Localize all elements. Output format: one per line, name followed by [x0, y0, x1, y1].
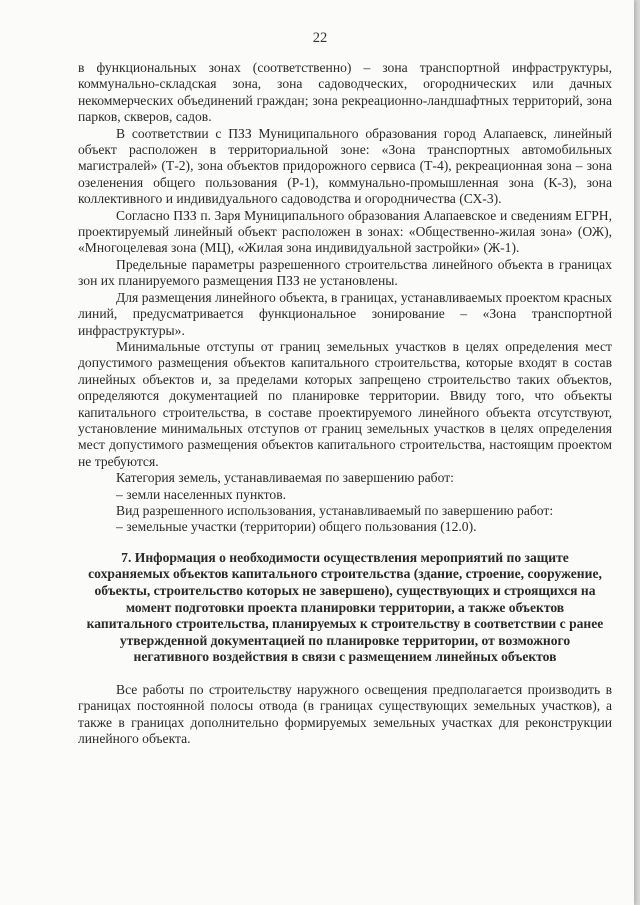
paragraph-land-category-value: – земли населенных пунктов. [116, 486, 287, 502]
paragraph-lighting-works: Все работы по строительству наружного освещения предполагается производить в границах постоянной полосы отвода (в границах существующих земельных участков), а также в границах дополнительно формируемых земельных участках для реконструкции линейного объекта. [78, 681, 612, 747]
paragraph-land-category: Категория земель, устанавливаемая по завершению работ: [116, 470, 454, 486]
document-body [78, 60, 612, 748]
paragraph-zarya-zones: Согласно ПЗЗ п. Заря Муниципального образования Алапаевское и сведениям ЕГРН, проектируемый линейный объект расположен в зонах: «Общественно-жилая зона» (ОЖ), «Многоцелевая зона (МЦ), «Жилая зона индивидуальной застройки» (Ж-1). [78, 207, 612, 256]
paragraph-alapaevsk-zones: В соответствии с ПЗЗ Муниципального образования город Алапаевск, линейный объект расположен в территориальной зоне: «Зона транспортных автомобильных магистралей» (Т-2), зона объектов придорожного сервиса (Т-4), рекреационная зона – зона озеленения общего пользования (Р-1), коммунально-промышленная зона (К-3), зона коллективного и индивидуального садоводства и огородничества (СХ-3). [78, 125, 612, 207]
paragraph-continuation: в функциональных зонах (соответственно) – зона транспортной инфраструктуры, коммунально-складская зона, зона садоводческих, огороднических или дачных некоммерческих объединений граждан; зона рекреационно-ландшафтных территорий, зона парков, скверов, садов. [78, 60, 612, 125]
paragraph-limit-parameters: Предельные параметры разрешенного строительства линейного объекта в границах зон их планируемого размещения ПЗЗ не установлены. [78, 256, 612, 289]
paragraph-functional-zoning: Для размещения линейного объекта, в границах, устанавливаемых проектом красных линий, предусматривается функциональное зонирование – «Зона транспортной инфраструктуры». [78, 289, 612, 338]
paragraph-permitted-use-value: – земельные участки (территории) общего пользования (12.0). [116, 519, 477, 535]
page-number: 22 [312, 30, 328, 46]
section-heading: 7. Информация о необходимости осуществления мероприятий по защите сохраняемых объектов капитального строительства (здание, строение, сооружение, объекты, строительство которых не завершено), существующих и строящихся на момент подготовки проекта планировки территории, а также объектов капитального строительства, планируемых к строительству в соответствии с ранее утвержденной документацией по планировке территории, от возможного негативного воздействия в связи с размещением линейных объектов [86, 549, 604, 665]
paragraph-minimum-setbacks: Минимальные отступы от границ земельных участков в целях определения мест допустимого размещения объектов капитального строительства, которые входят в состав линейных объектов и, за пределами которых запрещено строительство таких объектов, определяются документацией по планировке территории. Ввиду того, что объекты капитального строительства, в составе проектируемого линейного объекта отсутствуют, установление минимальных отступов от границ земельных участков в целях определения мест допустимого размещения объектов капитального строительства, настоящим проектом не требуются. [78, 338, 612, 469]
paragraph-permitted-use: Вид разрешенного использования, устанавливаемый по завершению работ: [116, 502, 554, 518]
